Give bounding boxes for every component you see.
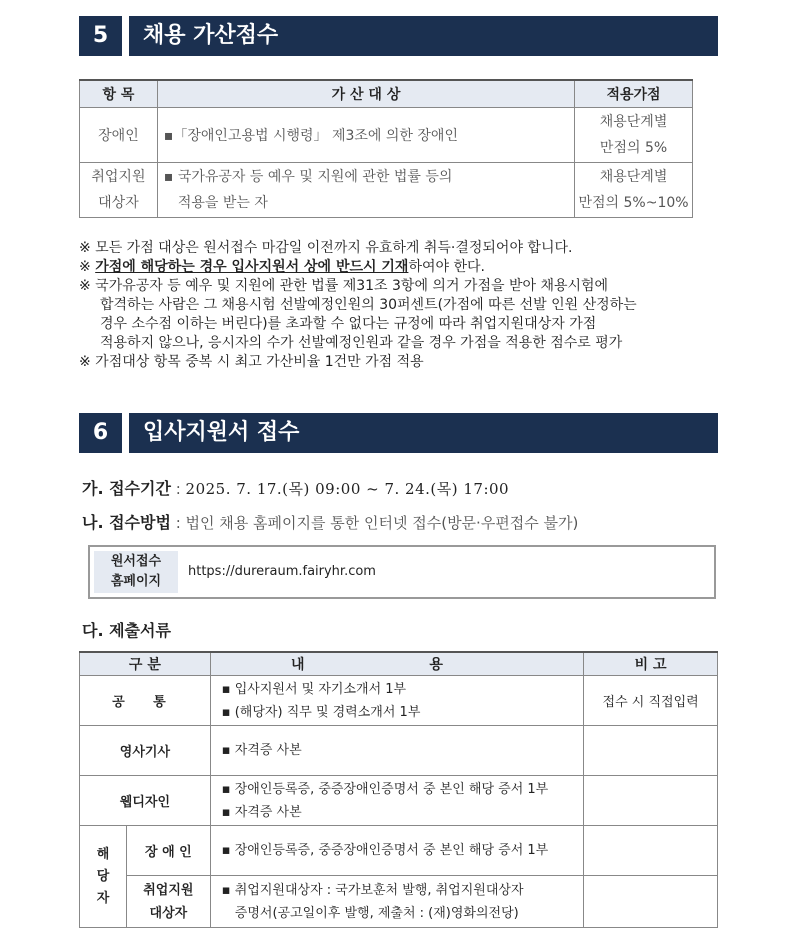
docs-heading: 다. 제출서류 xyxy=(82,621,171,640)
note-2-suffix: 하여야 한다. xyxy=(408,259,485,275)
period-sep: : xyxy=(170,480,186,498)
col-header-content: 내 용 xyxy=(210,652,583,676)
doc-item: ▪ 취업지원대상자 : 국가보훈처 발행, 취업지원대상자 xyxy=(221,882,524,898)
points-cell xyxy=(575,163,693,218)
row-content xyxy=(210,726,583,776)
method-value: 법인 채용 홈페이지를 통한 인터넷 접수(방문·우편접수 불가) xyxy=(185,514,579,532)
note-2 xyxy=(79,258,729,277)
table-header-row xyxy=(80,652,718,676)
row-content xyxy=(210,826,583,876)
points-line: 만점의 5%~10% xyxy=(578,195,689,211)
note-3-line: 적용하지 않으나, 응시자의 수가 선발예정인원과 같을 경우 가점을 적용한 점수로 평가 xyxy=(100,335,623,351)
item-line: 취업지원 xyxy=(91,169,146,185)
homepage-label-line: 홈페이지 xyxy=(110,574,162,589)
homepage-label-line: 원서접수 xyxy=(110,554,162,569)
applicable-char: 자 xyxy=(96,890,110,906)
table-row xyxy=(80,726,718,776)
table-row xyxy=(80,876,718,928)
row-content xyxy=(210,676,583,726)
row-label-projectionist: 영사기사 xyxy=(80,726,211,776)
row-note: 접수 시 직접입력 xyxy=(584,676,718,726)
table-row xyxy=(80,826,718,876)
col-header-note: 비 고 xyxy=(584,652,718,676)
row-note xyxy=(584,876,718,928)
homepage-link[interactable]: https://dureraum.fairyhr.com xyxy=(188,564,376,579)
row-content xyxy=(210,776,583,826)
item-cell xyxy=(80,163,158,218)
table-header-row xyxy=(80,80,693,108)
table-row xyxy=(80,108,693,163)
col-header-category: 구 분 xyxy=(80,652,211,676)
documents-table xyxy=(79,651,718,928)
table-row xyxy=(80,676,718,726)
section-6-header xyxy=(79,413,718,453)
bonus-points-table xyxy=(79,79,693,218)
row-note xyxy=(584,726,718,776)
doc-item: 증명서(공고일이후 발행, 제출처 : (재)영화의전당) xyxy=(234,905,519,921)
points-line: 만점의 5% xyxy=(599,140,668,156)
item-cell: 장애인 xyxy=(80,108,158,163)
row-label-employment xyxy=(126,876,210,928)
row-label-disabled: 장 애 인 xyxy=(126,826,210,876)
note-2-prefix: ※ xyxy=(79,259,96,275)
doc-item: ▪ 자격증 사본 xyxy=(221,743,302,758)
row-label-applicable xyxy=(80,826,127,928)
employment-label-line: 대상자 xyxy=(149,905,188,921)
homepage-label xyxy=(94,551,178,593)
application-method xyxy=(82,510,578,533)
note-3-line: ※ 국가유공자 등 예우 및 지원에 관한 법률 제31조 3항에 의거 가점을 받아 채용시험에 xyxy=(79,278,609,294)
col-header-item: 항 목 xyxy=(80,80,158,108)
table-row xyxy=(80,163,693,218)
doc-item: ▪ 입사지원서 및 자기소개서 1부 xyxy=(221,681,407,697)
target-cell: ▪「장애인고용법 시행령」 제3조에 의한 장애인 xyxy=(157,108,574,163)
table-row xyxy=(80,776,718,826)
row-note xyxy=(584,776,718,826)
section-number: 6 xyxy=(79,413,122,453)
section-number: 5 xyxy=(79,16,122,56)
points-line: 채용단계별 xyxy=(599,169,668,185)
method-label: 나. 접수방법 xyxy=(82,513,171,532)
target-line: 적용을 받는 자 xyxy=(177,195,268,211)
note-4: ※ 가점대상 항목 중복 시 최고 가산비율 1건만 가점 적용 xyxy=(79,354,424,370)
row-label-common: 공 통 xyxy=(80,676,211,726)
note-2-emphasis: 가점에 해당하는 경우 입사지원서 상에 반드시 기재 xyxy=(95,259,409,275)
note-1: ※ 모든 가점 대상은 원서접수 마감일 이전까지 유효하게 취득·결정되어야 합니다. xyxy=(79,240,573,256)
method-sep: : xyxy=(170,514,186,532)
homepage-box xyxy=(88,545,716,599)
section-title: 입사지원서 접수 xyxy=(129,413,718,453)
col-header-target: 가 산 대 상 xyxy=(157,80,574,108)
target-cell xyxy=(157,163,574,218)
row-label-webdesigner: 웹디자인 xyxy=(80,776,211,826)
application-period xyxy=(82,476,509,499)
target-line: ▪ 국가유공자 등 예우 및 지원에 관한 법률 등의 xyxy=(163,169,453,185)
employment-label-line: 취업지원 xyxy=(143,882,194,898)
doc-item: ▪ 장애인등록증, 중증장애인증명서 중 본인 해당 증서 1부 xyxy=(221,843,549,858)
doc-item: ▪ (해당자) 직무 및 경력소개서 1부 xyxy=(221,704,421,720)
row-content xyxy=(210,876,583,928)
notes-block xyxy=(79,239,729,372)
points-cell xyxy=(575,108,693,163)
note-3-line: 경우 소수점 이하는 버린다)를 초과할 수 없다는 규정에 따라 취업지원대상자 가점 xyxy=(100,316,597,332)
row-note xyxy=(584,826,718,876)
note-3-line: 합격하는 사람은 그 채용시험 선발예정인원의 30퍼센트(가점에 따른 선발 인원 산정하는 xyxy=(100,297,637,313)
doc-item: ▪ 자격증 사본 xyxy=(221,804,302,820)
section-5-header xyxy=(79,16,718,56)
period-value: 2025. 7. 17.(목) 09:00 ~ 7. 24.(목) 17:00 xyxy=(185,480,510,498)
period-label: 가. 접수기간 xyxy=(82,479,171,498)
col-header-points: 적용가점 xyxy=(575,80,693,108)
item-line: 대상자 xyxy=(98,195,139,211)
applicable-char: 당 xyxy=(96,868,110,884)
section-title: 채용 가산점수 xyxy=(129,16,718,56)
applicable-char: 해 xyxy=(96,846,110,862)
points-line: 채용단계별 xyxy=(599,114,668,130)
doc-item: ▪ 장애인등록증, 중증장애인증명서 중 본인 해당 증서 1부 xyxy=(221,781,549,797)
